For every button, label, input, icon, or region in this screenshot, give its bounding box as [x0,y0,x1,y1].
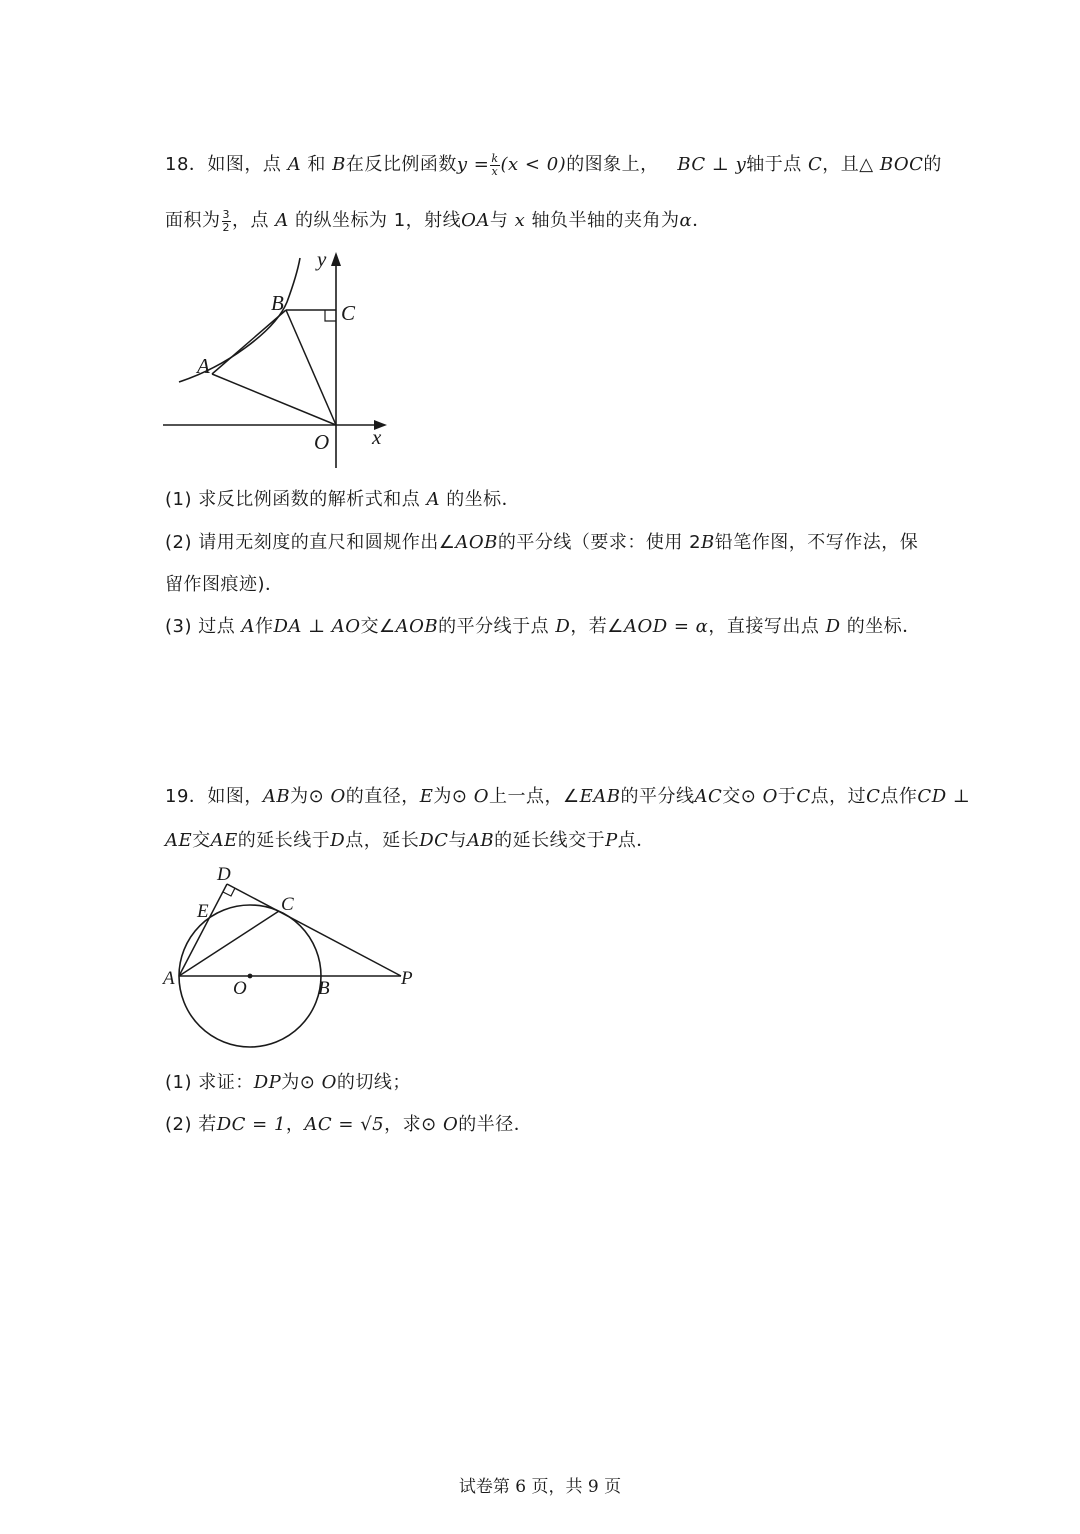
q19-line2: AE交AE的延长线于D点，延长DC与AB的延长线交于P点． [165,830,655,851]
label-D: D [217,864,231,885]
right-angle-mark [325,310,336,321]
label-O: O [314,430,330,454]
label-C: C [341,301,356,325]
page-footer: 试卷第 6 页，共 9 页 [458,1477,622,1497]
segment-DP [227,884,401,976]
y-axis-arrow [331,252,341,266]
label-C: C [281,894,294,915]
fraction-k-over-x: $\frac{k}{x}$ [491,151,499,178]
label-E: E [197,901,209,922]
fraction-3-over-2: $\frac{3}{2}$ [222,207,230,234]
label-A: A [163,968,175,989]
segment-AD [179,884,227,976]
q19-figure [155,860,430,1055]
q19-part2: (2) 若DC = 1，AC = √5，求⊙ O的半径． [165,1114,533,1135]
label-y: y [317,247,327,271]
q18-line2: 面积为 $\frac{3}{2}$ ，点 A 的纵坐标为 1，射线OA与 x 轴负半轴的夹角为α． [165,207,711,234]
q18-figure [155,240,405,475]
label-A: A [197,354,210,378]
q18-part2-line2: 留作图痕迹)． [165,574,284,595]
label-x: x [372,425,382,449]
label-B: B [271,291,284,315]
label-B: B [318,978,330,999]
q19-part1: (1) 求证：DP为⊙ O的切线； [165,1072,411,1093]
q18-line1: 18．如图，点 A 和 B在反比例函数y = $\frac{k}{x}$ (x < 0)的图象上， BC ⊥ y轴于点 C，且△ BOC的 [165,151,942,178]
label-O: O [233,978,247,999]
q19-line1: 19．如图，AB为⊙ O的直径，E为⊙ O上一点，∠EAB的平分线AC交⊙ O于C点，过C点作CD ⊥ [165,786,971,807]
center-point [248,974,253,979]
q18-part2: (2) 请用无刻度的直尺和圆规作出∠AOB的平分线（要求：使用 2B铅笔作图，不写作法，保 [165,532,919,553]
segment-AB [212,310,286,374]
segment-AC [179,911,279,976]
q18-part1: (1) 求反比例函数的解析式和点 A 的坐标． [165,489,521,510]
q18-part3: (3) 过点 A作DA ⊥ AO交∠AOB的平分线于点 D，若∠AOD = α，直接写出点 D 的坐标． [165,616,921,637]
label-P: P [401,968,413,989]
